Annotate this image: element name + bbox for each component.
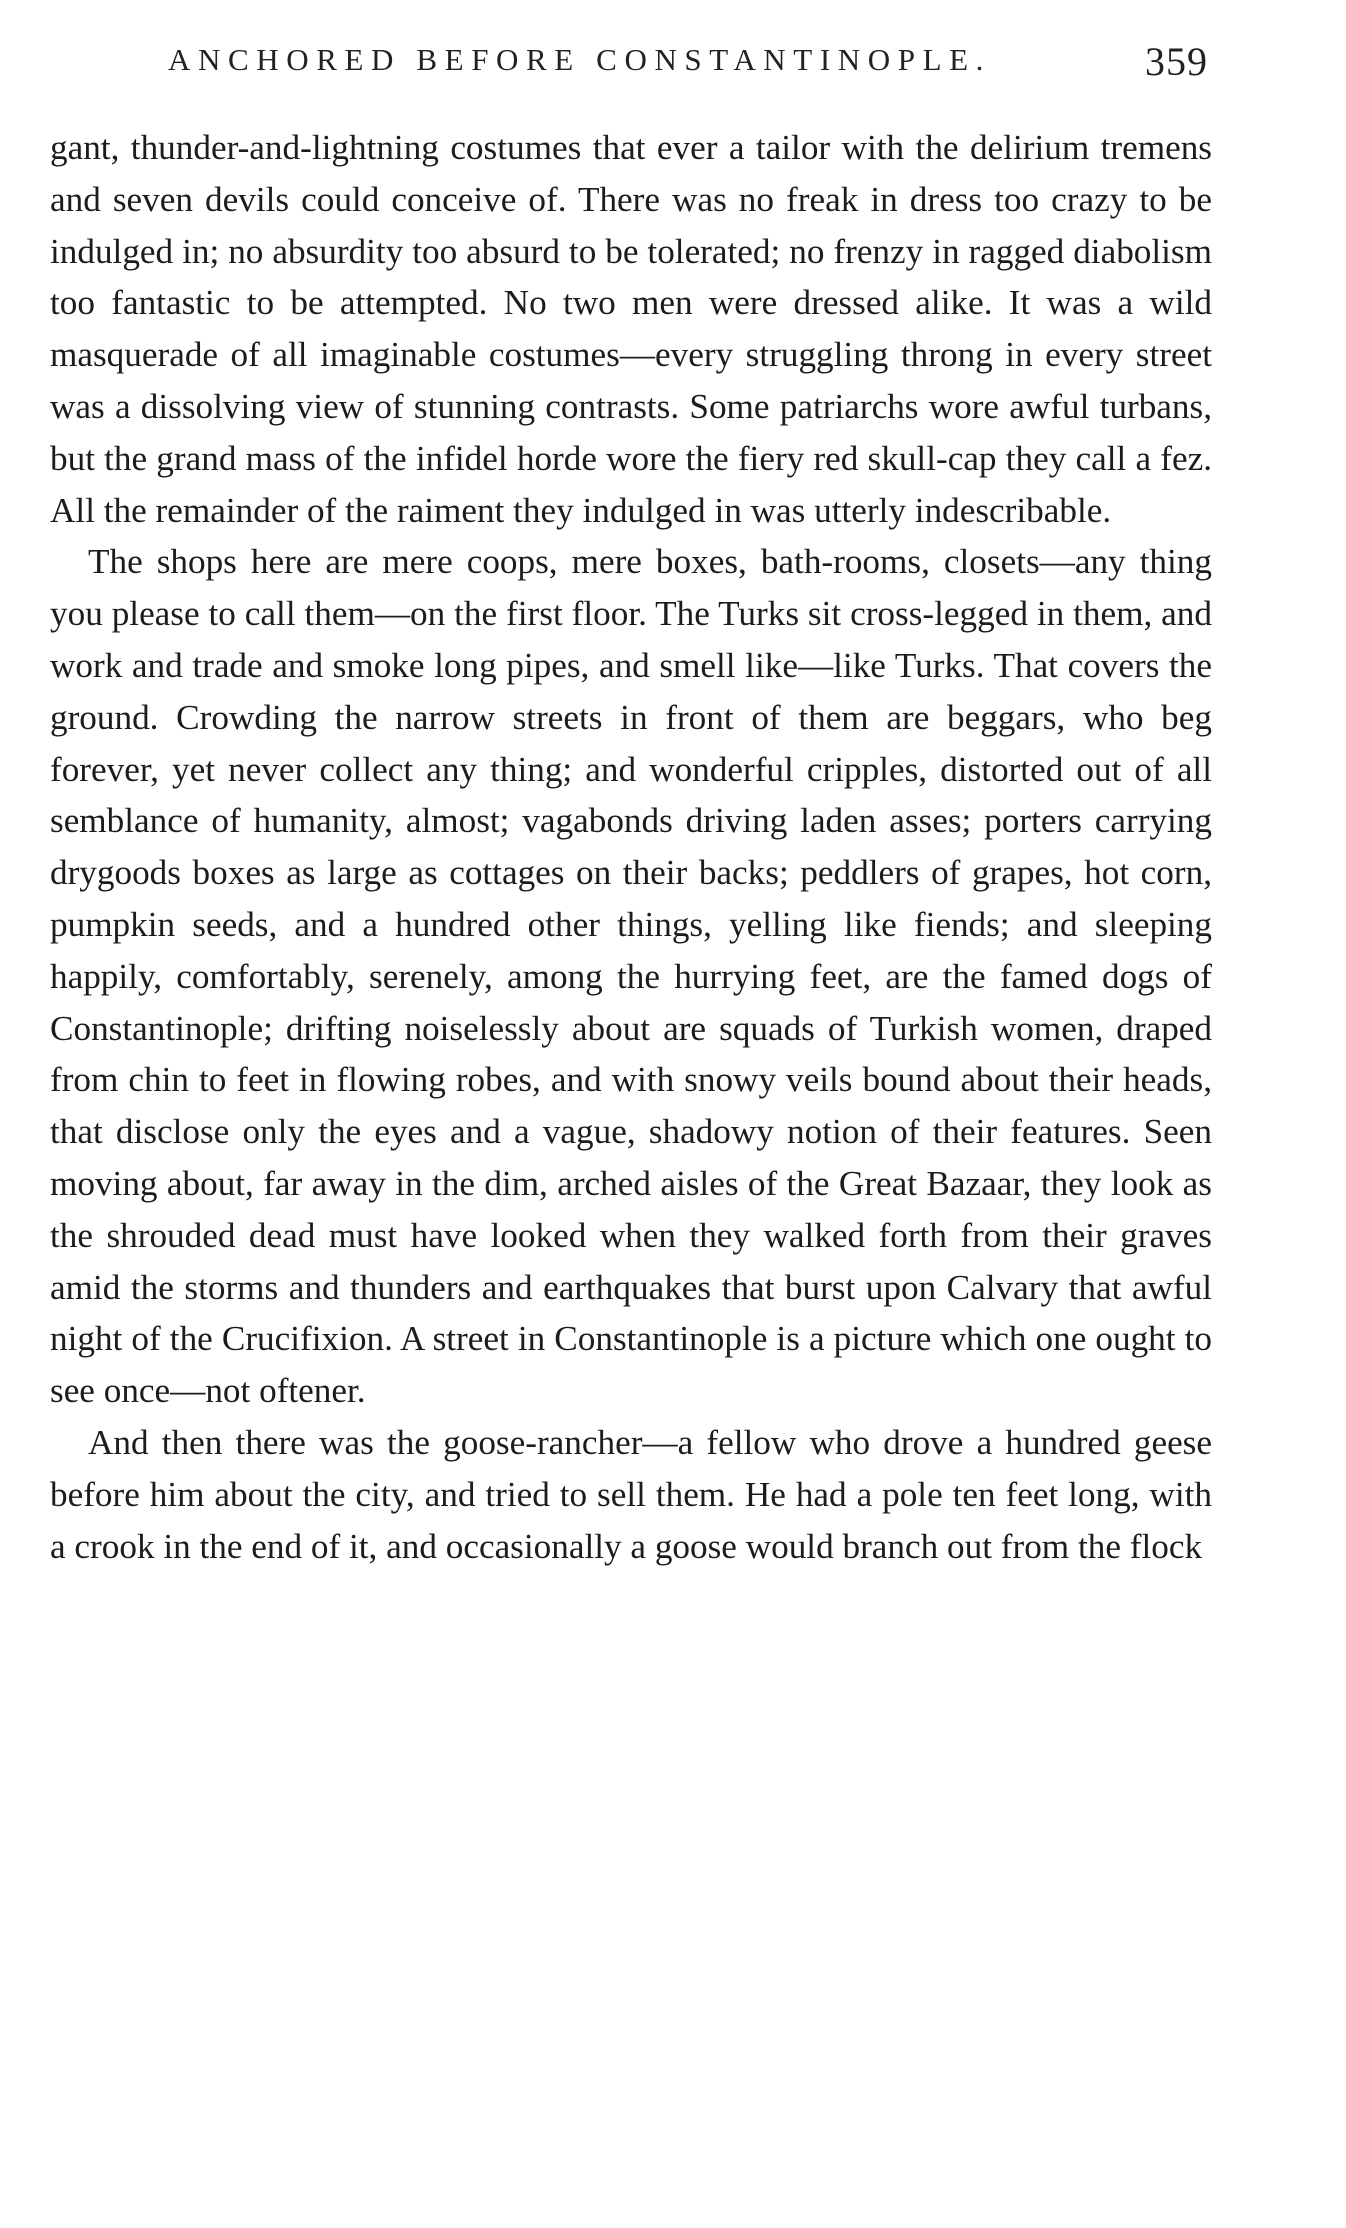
running-title: ANCHORED BEFORE CONSTANTINOPLE. [168,42,991,77]
paragraph-goose-rancher: And then there was the goose-rancher—a fellow who drove a hundred geese before him about the city, and tried to sell them. He had a pole ten feet long, with a crook in the end of it, and occasionally a goose would branch out from the flock [50,1422,1212,1566]
body-text [50,122,1212,1572]
paragraph-continued: gant, thunder-and-lightning costumes that ever a tailor with the delirium tremens and seven devils could conceive of. There was no freak in dress too crazy to be indulged in; no absurdity too absurd to be tolerated; no frenzy in ragged diabolism too fantastic to be attempted. No two men were dressed alike. It was a wild masquerade of all imaginable costumes—every struggling throng in every street was a dissolving view of stunning contrasts. Some patriarchs wore awful turbans, but the grand mass of the infidel horde wore the fiery red skull-cap they call a fez. All the remainder of the raiment they indulged in was utterly indescribable. [50,128,1212,530]
running-head [168,39,1208,102]
paragraph-shops: The shops here are mere coops, mere boxes, bath-rooms, closets—any thing you please to call them—on the first floor. The Turks sit cross-legged in them, and work and trade and smoke long pipes, and smell like—like Turks. That covers the ground. Crowding the narrow streets in front of them are beggars, who beg forever, yet never collect any thing; and wonderful cripples, distorted out of all semblance of humanity, almost; vagabonds driving laden asses; porters carrying drygoods boxes as large as cottages on their backs; peddlers of grapes, hot corn, pumpkin seeds, and a hundred other things, yelling like fiends; and sleeping happily, comfortably, serenely, among the hurrying feet, are the famed dogs of Constantinople; drifting noiselessly about are squads of Turkish women, draped from chin to feet in flowing robes, and with snowy veils bound about their heads, that disclose only the eyes and a vague, shadowy notion of their features. Seen moving about, far away in the dim, arched aisles of the Great Bazaar, they look as the shrouded dead must have looked when they walked forth from their graves amid the storms and thunders and earthquakes that burst upon Calvary that awful night of the Crucifixion. A street in Constantinople is a picture which one ought to see once—not oftener. [50,542,1212,1411]
page-number: 359 [1145,39,1208,84]
